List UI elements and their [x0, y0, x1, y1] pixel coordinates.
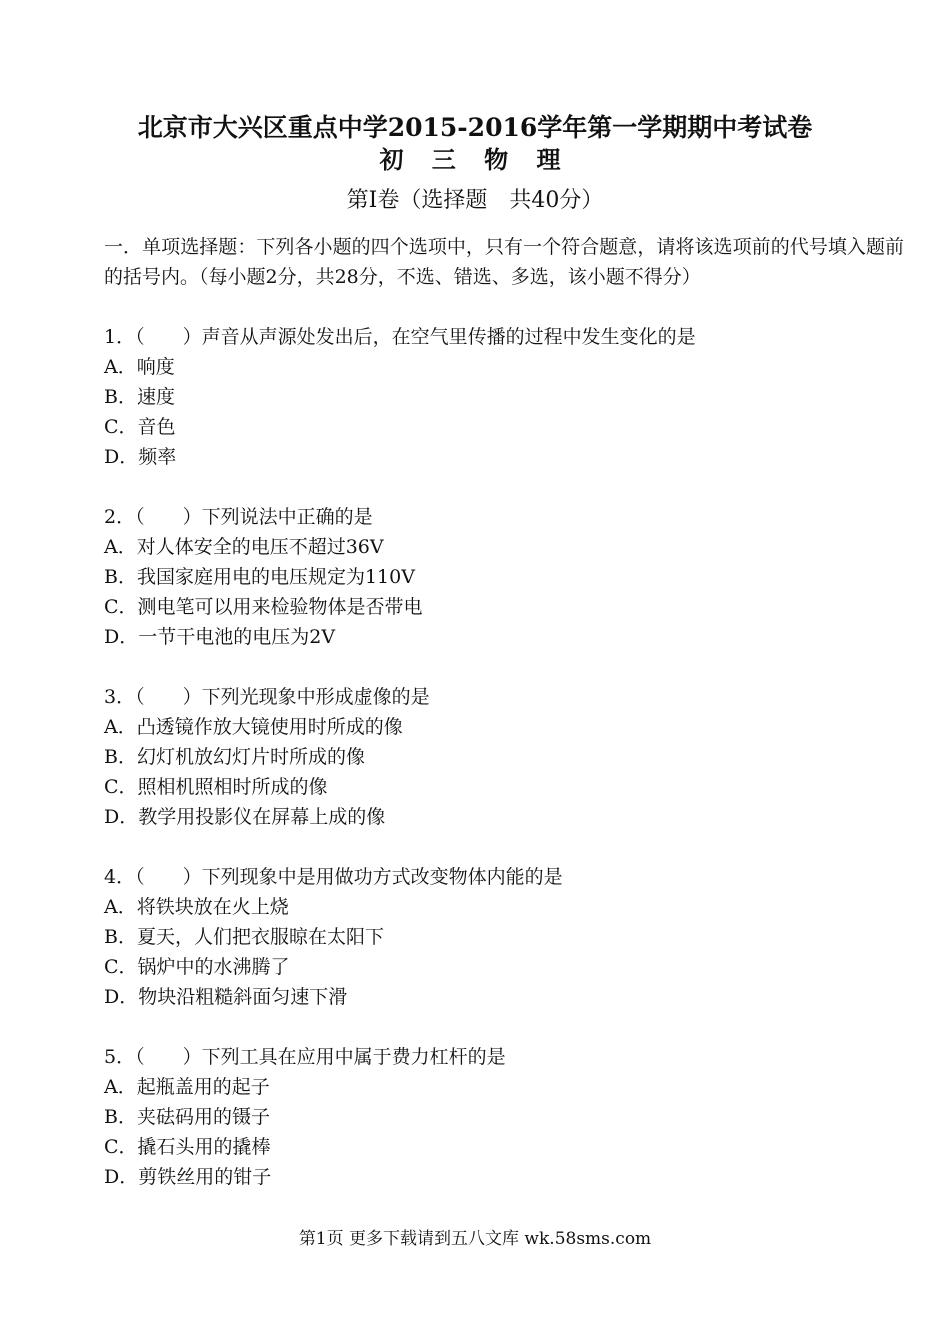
- option-a: A．对人体安全的电压不超过36V: [104, 536, 384, 558]
- question-stem: 2．（ ）下列说法中正确的是: [104, 506, 373, 528]
- option-c: C．锅炉中的水沸腾了: [104, 956, 290, 978]
- question-1: [104, 322, 904, 472]
- option-d: D．频率: [104, 446, 177, 468]
- question-5: [104, 1042, 904, 1192]
- option-b: B．夹砝码用的镊子: [104, 1106, 270, 1128]
- question-stem: 3．（ ）下列光现象中形成虚像的是: [104, 686, 430, 708]
- exam-title: 北京市大兴区重点中学2015-2016学年第一学期期中考试卷: [137, 113, 813, 142]
- option-a: A．将铁块放在火上烧: [104, 896, 289, 918]
- question-stem: 5．（ ）下列工具在应用中属于费力杠杆的是: [104, 1046, 506, 1068]
- option-c: C．测电笔可以用来检验物体是否带电: [104, 596, 423, 618]
- option-c: C．撬石头用的撬棒: [104, 1136, 271, 1158]
- option-a: A．响度: [104, 356, 175, 378]
- section-instructions: 一．单项选择题：下列各小题的四个选项中，只有一个符合题意，请将该选项前的代号填入题前的括号内。（每小题2分，共28分，不选、错选、多选，该小题不得分）: [104, 236, 904, 288]
- option-b: B．夏天，人们把衣服晾在太阳下: [104, 926, 384, 948]
- question-stem: 1．（ ）声音从声源处发出后，在空气里传播的过程中发生变化的是: [104, 326, 696, 348]
- page-footer: 第1页 更多下载请到五八文库 wk.58sms.com: [298, 1229, 652, 1249]
- question-stem: 4．（ ）下列现象中是用做功方式改变物体内能的是: [104, 866, 563, 888]
- option-b: B．速度: [104, 386, 175, 408]
- option-a: A．起瓶盖用的起子: [104, 1076, 270, 1098]
- section-title: 第Ⅰ卷（选择题 共40分）: [346, 188, 604, 213]
- option-c: C．音色: [104, 416, 176, 438]
- option-b: B．我国家庭用电的电压规定为110V: [104, 566, 415, 588]
- option-c: C．照相机照相时所成的像: [104, 776, 328, 798]
- option-d: D．剪铁丝用的钳子: [104, 1166, 272, 1188]
- question-list: [104, 322, 904, 1222]
- question-2: [104, 502, 904, 652]
- option-d: D．教学用投影仪在屏幕上成的像: [104, 806, 386, 828]
- exam-subject: 初 三 物 理: [379, 145, 571, 174]
- option-d: D．物块沿粗糙斜面匀速下滑: [104, 986, 348, 1008]
- option-b: B．幻灯机放幻灯片时所成的像: [104, 746, 365, 768]
- option-a: A．凸透镜作放大镜使用时所成的像: [104, 716, 403, 738]
- option-d: D．一节干电池的电压为2V: [104, 626, 336, 648]
- question-4: [104, 862, 904, 1012]
- question-3: [104, 682, 904, 832]
